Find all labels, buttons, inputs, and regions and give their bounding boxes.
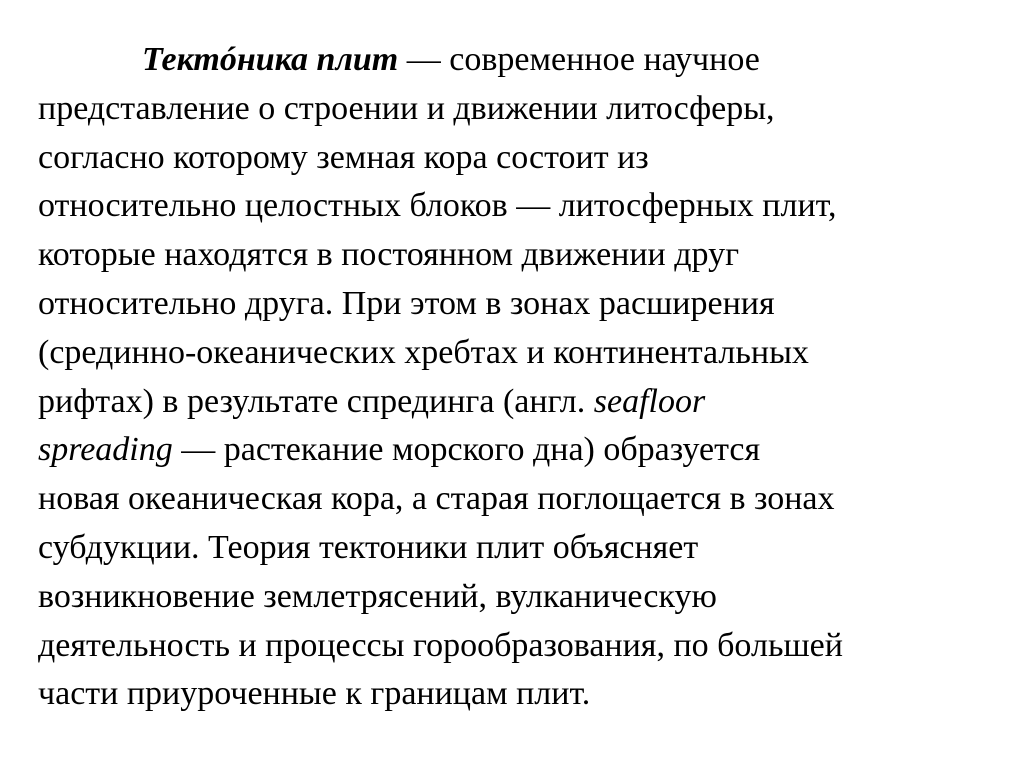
paragraph-line-12: возникновение землетрясений, вулканическую bbox=[38, 577, 717, 615]
paragraph-line-9 bbox=[38, 426, 978, 475]
paragraph-line-14: части приуроченные к границам плит. bbox=[38, 675, 591, 713]
paragraph-line-7: (срединно-океанических хребтах и континентальных bbox=[38, 333, 809, 371]
paragraph-line-3: согласно которому земная кора состоит из bbox=[38, 138, 649, 176]
paragraph-line-13: деятельность и процессы горообразования, по большей bbox=[38, 626, 843, 664]
paragraph-line-11: субдукции. Теория тектоники плит объясняет bbox=[38, 528, 699, 566]
line-9-text: — растекание морского дна) образуется bbox=[172, 431, 761, 469]
term-plate-tectonics: Тектóника плит bbox=[142, 41, 399, 78]
english-term-spreading: spreading bbox=[38, 431, 173, 469]
english-term-seafloor: seafloor bbox=[593, 382, 706, 420]
line-1-rest: — современное научное bbox=[398, 41, 760, 78]
paragraph-line-1 bbox=[38, 36, 978, 85]
line-8-text: рифтах) в результате спрединга (англ. bbox=[38, 382, 594, 420]
paragraph-line-2: представление о строении и движении литосферы, bbox=[38, 89, 775, 127]
paragraph-line-4: относительно целостных блоков — литосферных плит, bbox=[38, 187, 837, 225]
paragraph-line-8 bbox=[38, 378, 978, 427]
paragraph-line-6: относительно друга. При этом в зонах расширения bbox=[38, 284, 775, 322]
paragraph-line-10: новая океаническая кора, а старая поглощается в зонах bbox=[38, 480, 835, 518]
definition-paragraph bbox=[38, 36, 978, 719]
paragraph-line-5: которые находятся в постоянном движении друг bbox=[38, 236, 740, 274]
